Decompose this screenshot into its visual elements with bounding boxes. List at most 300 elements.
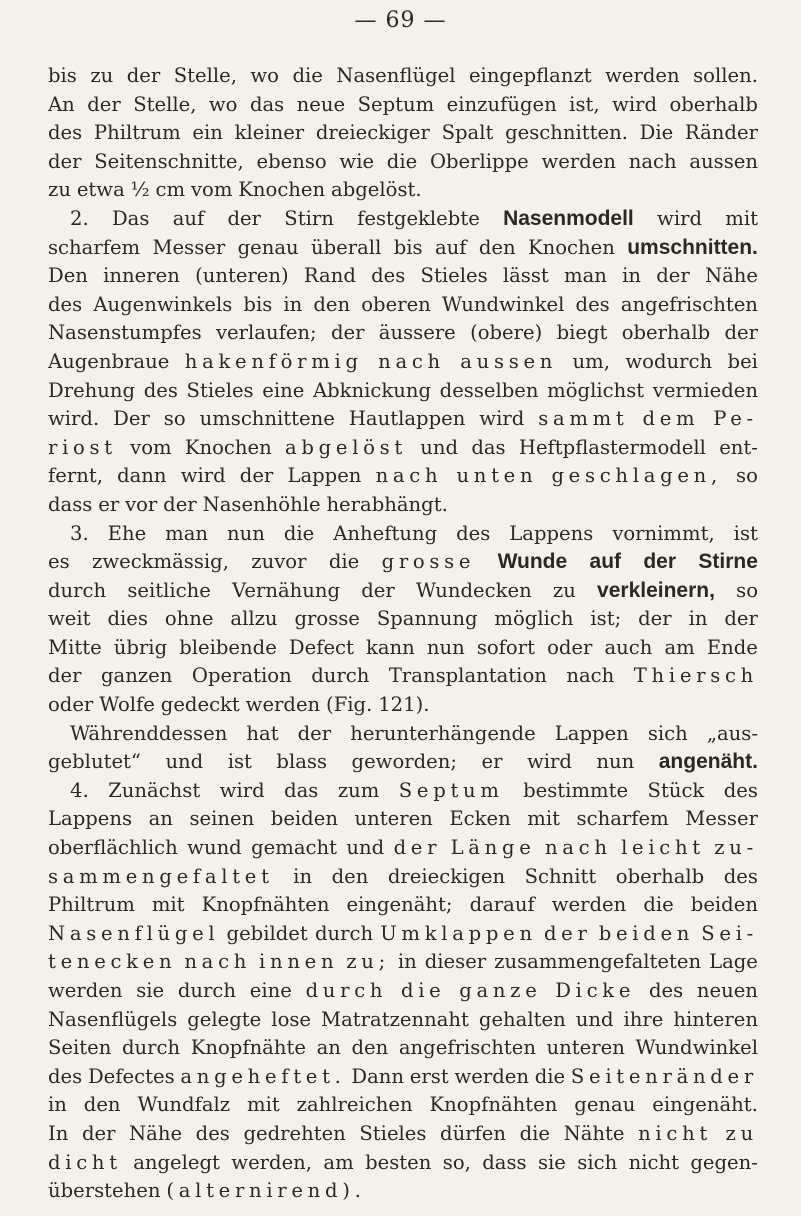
word: zu; — [346, 950, 390, 974]
text-line — [48, 434, 758, 463]
word: der — [638, 607, 672, 631]
word: eingenäht; — [346, 893, 453, 917]
word: der — [656, 264, 690, 288]
word: Stieles — [359, 1121, 427, 1145]
text-line — [48, 777, 758, 806]
word: oberen — [361, 292, 431, 316]
word: das — [471, 435, 506, 459]
word: blass — [276, 750, 328, 774]
word: das — [284, 778, 319, 802]
word: unteren — [546, 1036, 625, 1060]
word: wie — [339, 149, 375, 173]
word: oberhalb — [621, 321, 711, 345]
word: sammt — [538, 407, 629, 431]
word: gemacht — [251, 836, 337, 860]
word: ohne — [164, 607, 214, 631]
word: der — [126, 64, 161, 87]
word: besten — [365, 1150, 432, 1174]
word: die — [400, 979, 446, 1002]
word: genau — [237, 235, 299, 259]
word: die — [643, 893, 674, 917]
word: wo — [208, 92, 238, 116]
text-line — [48, 148, 758, 177]
word: so — [163, 407, 186, 431]
word: der — [239, 464, 274, 488]
word: bleibende — [179, 635, 277, 659]
word: Thiersch — [633, 664, 758, 688]
text-line — [48, 462, 758, 491]
word: scharfem — [48, 235, 141, 259]
word: werden — [541, 149, 616, 173]
word: herabhängt. — [326, 492, 448, 516]
word: nach — [375, 464, 443, 488]
word: des — [48, 1064, 83, 1088]
word: innen — [259, 950, 339, 974]
word: Wundfalz — [137, 1093, 231, 1117]
word: zahlreichen — [296, 1093, 413, 1117]
word: die — [534, 1064, 566, 1088]
word: wird — [219, 778, 265, 802]
word: er — [481, 750, 503, 774]
word: in — [293, 864, 313, 888]
word: möglichst — [547, 378, 645, 402]
word: zu — [552, 578, 576, 602]
word: Ende — [706, 635, 758, 659]
word: Das — [111, 206, 150, 230]
word: werden, — [231, 1150, 313, 1174]
word: lose — [271, 1007, 312, 1031]
word: „aus- — [706, 721, 758, 745]
word: vor — [125, 492, 158, 516]
word: werden — [48, 979, 123, 1002]
word: In — [48, 1121, 69, 1145]
word: festgeklebte — [357, 206, 480, 230]
word: zusammengefalteten — [494, 950, 702, 974]
word: Nähe — [129, 1121, 183, 1145]
word: Stelle, — [173, 64, 237, 87]
word: Währenddessen — [70, 721, 228, 745]
word: man — [564, 264, 607, 288]
text-line — [48, 662, 758, 691]
word: der — [87, 92, 121, 116]
text-line — [48, 834, 758, 863]
word: bis — [243, 292, 273, 316]
word: An — [48, 92, 75, 116]
word: der — [297, 721, 332, 745]
word: den — [313, 292, 351, 316]
word: Wunde — [497, 550, 568, 574]
word: eine — [249, 979, 292, 1002]
text-line — [48, 748, 758, 777]
word: werden — [245, 693, 321, 717]
word: hat — [246, 721, 279, 745]
word: sie — [537, 1150, 566, 1174]
word: dreieckigen — [387, 864, 506, 888]
word: durch — [48, 578, 107, 602]
word: am — [664, 635, 695, 659]
word: der — [643, 550, 677, 574]
word: verlaufen; — [215, 321, 317, 345]
word: Nasenstumpfes — [48, 321, 202, 345]
word: werden — [605, 64, 680, 87]
word: ganzen — [101, 664, 173, 688]
word: neuen — [696, 979, 758, 1002]
text-line — [48, 491, 758, 520]
word: den — [83, 1093, 121, 1117]
word: Spannung — [376, 607, 478, 631]
word: Lage — [709, 950, 758, 974]
word: oberflächlich — [48, 836, 178, 860]
word: hinteren — [673, 1007, 758, 1031]
word: Philtrum — [93, 121, 181, 145]
word: eingenäht. — [652, 1093, 758, 1117]
word: und — [420, 435, 459, 459]
word: mit — [247, 1093, 280, 1117]
word: desselben — [439, 378, 539, 402]
word: 3. — [70, 521, 89, 545]
word: den — [331, 864, 369, 888]
word: ist; — [590, 607, 622, 631]
word: seinen — [189, 807, 255, 831]
text-line — [48, 91, 758, 120]
word: kleiner — [234, 121, 305, 145]
text-line — [48, 377, 758, 406]
word: der — [48, 664, 82, 688]
text-line — [48, 348, 758, 377]
word: Knochen — [527, 235, 615, 259]
word: angefrischten — [620, 292, 758, 316]
word: Seitenränder — [570, 1064, 758, 1088]
word: hakenförmig — [184, 349, 363, 373]
word: man — [165, 521, 209, 545]
text-line — [48, 605, 758, 634]
text-line — [48, 548, 758, 577]
word: inneren — [103, 264, 180, 288]
text-line — [48, 720, 758, 749]
text-line — [48, 577, 758, 606]
word: sie — [136, 979, 165, 1002]
word: werden — [454, 1064, 529, 1088]
word: Dann — [351, 1064, 405, 1088]
text-line — [48, 1034, 758, 1063]
word: oder — [48, 693, 94, 717]
word: nun — [596, 750, 635, 774]
word: Stirn — [284, 206, 334, 230]
word: des — [48, 292, 83, 316]
word: angenäht. — [658, 750, 758, 774]
word: Transplantation — [388, 664, 547, 688]
text-line — [48, 119, 758, 148]
word: dies — [107, 607, 148, 631]
word: Stirne — [698, 550, 758, 574]
word: Matratzennaht — [321, 1007, 469, 1031]
word: Umklappen — [380, 921, 537, 945]
text-line — [48, 691, 758, 720]
text-line — [48, 1091, 758, 1120]
word: Nasenflügel — [48, 921, 220, 945]
word: leicht — [621, 836, 705, 860]
word: 121). — [378, 693, 430, 717]
word: nicht — [638, 1121, 712, 1145]
word: ist — [733, 521, 758, 545]
text-line — [48, 1177, 758, 1206]
word: Den — [48, 264, 88, 288]
word: unteren — [354, 807, 433, 831]
word: aussen — [689, 149, 758, 173]
word: Stelle, — [133, 92, 197, 116]
word: abgelöst — [285, 435, 408, 459]
word: Stück — [647, 778, 705, 802]
word: eingepflanzt — [468, 64, 592, 87]
text-line — [48, 291, 758, 320]
word: Nasenhöhle — [202, 492, 321, 516]
word: der — [81, 1121, 116, 1145]
word: durch — [177, 979, 237, 1002]
word: in — [622, 264, 641, 288]
text-line — [48, 262, 758, 291]
word: Ränder — [684, 121, 758, 145]
word: nach — [378, 349, 445, 373]
word: 4. — [70, 778, 89, 802]
word: Abknickung — [312, 378, 432, 402]
word: Der — [113, 407, 150, 431]
word: die — [283, 521, 315, 545]
word: Spalt — [441, 121, 494, 145]
word: sollen. — [693, 64, 758, 87]
word: Anheftung — [333, 521, 438, 545]
word: die — [386, 149, 418, 173]
word: dreieckiger — [315, 121, 430, 145]
word: zu- — [714, 836, 758, 860]
word: Lappen — [554, 721, 629, 745]
text-line — [48, 205, 758, 234]
word: am — [323, 1150, 354, 1174]
word: Mitte — [48, 635, 102, 659]
word: der — [163, 492, 197, 516]
word: um, — [572, 349, 610, 373]
word: dieser — [424, 950, 487, 974]
text-line — [48, 891, 758, 920]
word: die — [328, 550, 360, 574]
word: gehalten — [478, 1007, 566, 1031]
word: Rand — [303, 264, 356, 288]
text-line — [48, 176, 758, 205]
word: der — [724, 321, 758, 345]
word: bis — [393, 235, 423, 259]
word: an — [316, 1036, 341, 1060]
word: sofort — [476, 635, 535, 659]
word: weit — [48, 607, 91, 631]
word: nach — [184, 950, 252, 974]
word: darauf — [469, 893, 535, 917]
text-line — [48, 319, 758, 348]
text-line — [48, 805, 758, 834]
word: gelegte — [187, 1007, 262, 1031]
word: beiden — [270, 807, 338, 831]
word: ist — [227, 750, 252, 774]
word: die — [292, 64, 323, 87]
word: des — [723, 864, 758, 888]
word: gegen- — [690, 1150, 758, 1174]
word: und — [165, 750, 204, 774]
word: durch — [121, 1036, 181, 1060]
word: ent- — [719, 435, 758, 459]
word: abgelöst. — [331, 178, 422, 202]
word: Hautlappen — [348, 407, 466, 431]
word: so, — [442, 1150, 471, 1174]
word: in — [688, 607, 708, 631]
word: Septum — [398, 778, 504, 802]
word: scharfem — [576, 807, 669, 831]
word: zu — [725, 1121, 758, 1145]
word: riost — [48, 435, 117, 459]
word: gedeckt — [160, 693, 240, 717]
word: äussere — [378, 321, 456, 345]
word: durch — [305, 979, 388, 1002]
word: mit — [725, 206, 758, 230]
word: unten — [456, 464, 538, 488]
word: Lappen — [287, 464, 362, 488]
word: beiden — [690, 893, 758, 917]
word: zum — [337, 778, 380, 802]
word: ½ — [130, 178, 150, 202]
word: des — [723, 778, 758, 802]
word: es — [48, 550, 70, 574]
word: Knopfnähten — [429, 1093, 558, 1117]
word: Augenwinkels — [93, 292, 233, 316]
word: (unteren) — [195, 264, 289, 288]
word: Dicke — [555, 979, 636, 1002]
word: Seiten — [48, 1036, 112, 1060]
word: wird — [657, 206, 702, 230]
word: mit — [527, 807, 560, 831]
word: dem — [642, 407, 700, 431]
word: umschnittene — [199, 407, 335, 431]
word: übrig — [113, 635, 168, 659]
word: möglich — [494, 607, 574, 631]
word: sich — [647, 721, 688, 745]
text-line — [48, 977, 758, 1006]
text-line — [48, 863, 758, 892]
word: Knochen — [184, 435, 272, 459]
word: mit — [151, 893, 185, 917]
word: den — [351, 1036, 389, 1060]
word: umschnitten. — [627, 235, 758, 259]
word: vom — [190, 178, 233, 202]
word: Seitenschnitte, — [94, 149, 244, 173]
word: nach — [628, 149, 677, 173]
word: auf — [589, 550, 622, 574]
word: Oberlippe — [429, 149, 529, 173]
word: an — [148, 807, 173, 831]
word: werden — [551, 893, 627, 917]
word: vornimmt, — [612, 521, 715, 545]
word: überstehen — [48, 1179, 161, 1203]
word: Länge — [450, 836, 536, 860]
text-line — [48, 634, 758, 663]
word: wo — [250, 64, 279, 87]
word: bei — [727, 349, 758, 373]
word: fernt, — [48, 464, 103, 488]
word: Nasenmodell — [503, 206, 634, 230]
word: auf — [434, 235, 467, 259]
text-line — [48, 234, 758, 263]
word: gebildet — [226, 921, 308, 945]
word: Nasenflügels — [48, 1007, 178, 1031]
word: Vernähung — [232, 578, 341, 602]
word: allzu — [230, 607, 278, 631]
word: nun — [227, 521, 265, 545]
word: geworden; — [351, 750, 457, 774]
word: der — [393, 836, 442, 860]
word: der — [724, 607, 758, 631]
word: auf — [172, 206, 205, 230]
word: auch — [604, 635, 653, 659]
word: Defect — [288, 635, 354, 659]
word: dass — [482, 1150, 527, 1174]
word: bis — [48, 64, 77, 87]
word: angelegt — [133, 1150, 220, 1174]
word: des — [575, 292, 610, 316]
word: (obere) — [470, 321, 543, 345]
word: dicht — [48, 1150, 122, 1174]
word: wird — [180, 464, 226, 488]
word: vermieden — [652, 378, 758, 402]
word: der — [48, 149, 82, 173]
word: in — [48, 1093, 67, 1117]
word: grosse — [381, 550, 476, 574]
word: Knochen — [238, 178, 326, 202]
word: Septum — [357, 92, 435, 116]
word: in — [283, 292, 303, 316]
word: dass — [48, 492, 93, 516]
word: Nähe — [704, 264, 758, 288]
word: Augenbraue — [48, 349, 170, 373]
word: Die — [639, 121, 674, 145]
word: und — [346, 836, 385, 860]
text-line — [48, 1006, 758, 1035]
word: genau — [574, 1093, 636, 1117]
body-text — [48, 62, 758, 1206]
word: einzufügen — [446, 92, 557, 116]
word: Wundwinkel — [441, 292, 565, 316]
word: Nasenflügel — [336, 64, 456, 87]
text-line — [48, 520, 758, 549]
word: Philtrum — [48, 893, 135, 917]
word: und — [575, 1007, 614, 1031]
word: angefrischten — [398, 1036, 536, 1060]
word: zu — [48, 178, 71, 202]
word: Schnitt — [524, 864, 597, 888]
word: des — [195, 1121, 230, 1145]
word: wund — [187, 836, 242, 860]
word: ganze — [459, 979, 542, 1002]
text-line — [48, 920, 758, 949]
word: ihre — [623, 1007, 664, 1031]
word: durch — [314, 921, 374, 945]
word: Pe- — [713, 407, 758, 431]
word: oder — [547, 635, 593, 659]
word: zuvor — [251, 550, 307, 574]
text-line — [48, 1063, 758, 1092]
word: der — [361, 578, 395, 602]
word: lässt — [502, 264, 549, 288]
word: des — [48, 121, 83, 145]
word: Sei- — [701, 921, 758, 945]
word: Knopfnähte — [190, 1036, 306, 1060]
word: Wundwinkel — [635, 1036, 758, 1060]
word: durch — [311, 664, 370, 688]
